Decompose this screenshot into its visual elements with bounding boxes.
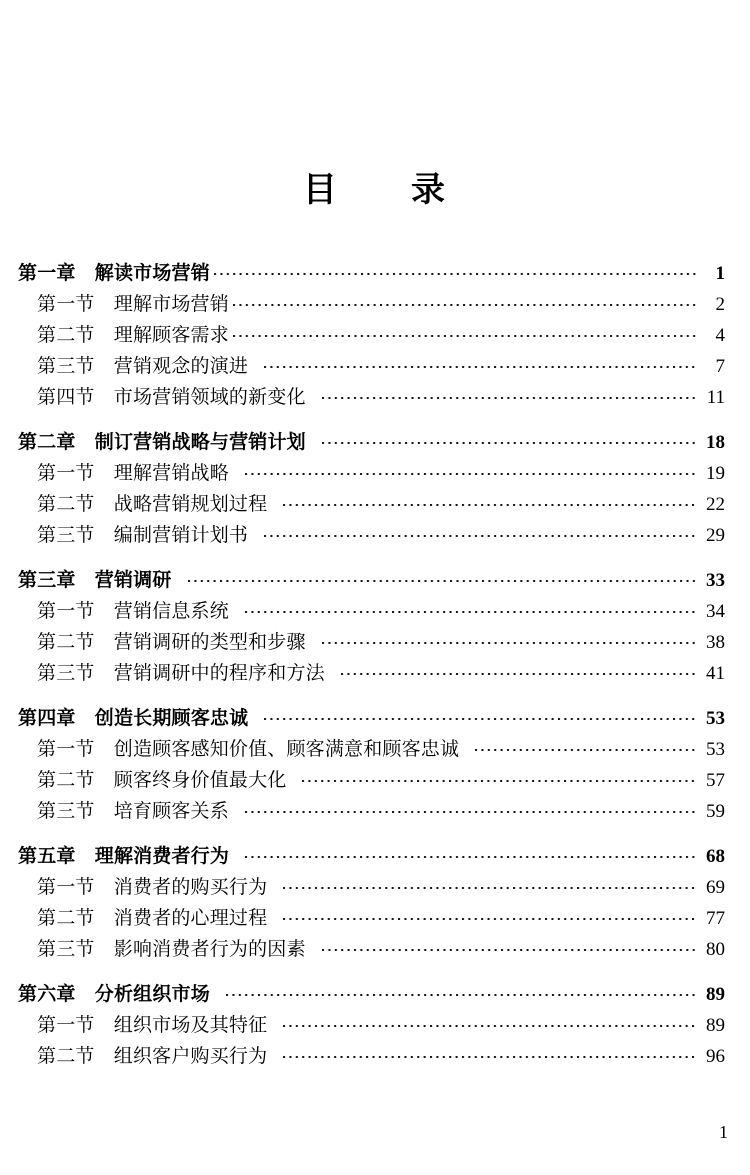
toc-page-number: 59 — [706, 801, 725, 822]
toc-section-entry[interactable] — [0, 596, 750, 627]
toc-chapter-entry[interactable] — [0, 979, 750, 1010]
toc-section-entry[interactable] — [0, 382, 750, 413]
dot-leader — [214, 260, 697, 279]
toc-section-entry[interactable] — [0, 289, 750, 320]
dot-leader — [188, 567, 697, 586]
toc-section-label: 第二节 组织客户购买行为 — [37, 1046, 268, 1067]
toc-section-entry[interactable] — [0, 796, 750, 827]
toc-page-number: 38 — [706, 632, 725, 653]
dot-leader — [264, 522, 697, 541]
toc-section-label: 第三节 营销观念的演进 — [37, 356, 249, 377]
toc-page-number: 4 — [715, 325, 725, 346]
toc-section-label: 第二节 理解顾客需求 — [37, 325, 229, 346]
toc-chapter-label: 第三章 营销调研 — [18, 570, 172, 591]
dot-leader — [233, 322, 697, 341]
toc-chapter-block — [0, 979, 750, 1072]
toc-chapter-label: 第四章 创造长期顾客忠诚 — [18, 708, 249, 729]
dot-leader — [475, 736, 697, 755]
toc-page-number: 96 — [706, 1046, 725, 1067]
toc-page-number: 19 — [706, 463, 725, 484]
toc-section-label: 第四节 市场营销领域的新变化 — [37, 387, 306, 408]
toc-section-entry[interactable] — [0, 351, 750, 382]
toc-page-number: 69 — [706, 877, 725, 898]
dot-leader — [233, 291, 697, 310]
toc-section-label: 第一节 理解市场营销 — [37, 294, 229, 315]
toc-section-label: 第三节 影响消费者行为的因素 — [37, 939, 306, 960]
toc-page-number: 80 — [706, 939, 725, 960]
dot-leader — [322, 936, 697, 955]
toc-chapter-entry[interactable] — [0, 258, 750, 289]
toc-page-number: 77 — [706, 908, 725, 929]
dot-leader — [283, 874, 697, 893]
dot-leader — [341, 660, 697, 679]
toc-section-entry[interactable] — [0, 1010, 750, 1041]
toc-section-label: 第二节 顾客终身价值最大化 — [37, 770, 287, 791]
toc-page-number: 53 — [706, 739, 725, 760]
toc-section-entry[interactable] — [0, 872, 750, 903]
dot-leader — [322, 429, 697, 448]
toc-section-entry[interactable] — [0, 658, 750, 689]
toc-section-label: 第二节 消费者的心理过程 — [37, 908, 268, 929]
toc-section-entry[interactable] — [0, 765, 750, 796]
toc-section-entry[interactable] — [0, 520, 750, 551]
toc-section-entry[interactable] — [0, 903, 750, 934]
page-title: 目 录 — [302, 172, 448, 209]
toc-page-number: 68 — [706, 846, 725, 867]
toc-page-number: 1 — [715, 263, 725, 284]
toc-page-number: 34 — [706, 601, 725, 622]
toc-chapter-label: 第一章 解读市场营销 — [18, 263, 210, 284]
dot-leader — [283, 905, 697, 924]
toc-page-number: 11 — [706, 387, 725, 408]
toc-section-label: 第二节 营销调研的类型和步骤 — [37, 632, 306, 653]
toc-section-label: 第二节 战略营销规划过程 — [37, 494, 268, 515]
dot-leader — [264, 705, 697, 724]
toc-section-entry[interactable] — [0, 627, 750, 658]
toc-chapter-block — [0, 565, 750, 689]
toc-chapter-label: 第二章 制订营销战略与营销计划 — [18, 432, 306, 453]
toc-section-label: 第一节 营销信息系统 — [37, 601, 229, 622]
toc-chapter-entry[interactable] — [0, 565, 750, 596]
toc-chapter-block — [0, 841, 750, 965]
toc-section-label: 第三节 编制营销计划书 — [37, 525, 249, 546]
toc-chapter-entry[interactable] — [0, 841, 750, 872]
toc-page-number: 89 — [706, 984, 725, 1005]
toc-section-label: 第一节 创造顾客感知价值、顾客满意和顾客忠诚 — [37, 739, 460, 760]
dot-leader — [283, 491, 697, 510]
toc-page-number: 2 — [715, 294, 725, 315]
toc-chapter-block — [0, 703, 750, 827]
page-number-folio: 1 — [719, 1122, 728, 1142]
dot-leader — [226, 981, 697, 1000]
toc-page-number: 22 — [706, 494, 725, 515]
dot-leader — [245, 598, 697, 617]
toc-section-entry[interactable] — [0, 458, 750, 489]
dot-leader — [245, 798, 697, 817]
dot-leader — [245, 843, 697, 862]
toc-section-label: 第一节 组织市场及其特征 — [37, 1015, 268, 1036]
toc-page-number: 33 — [706, 570, 725, 591]
toc-page-number: 7 — [715, 356, 725, 377]
toc-page-number: 29 — [706, 525, 725, 546]
toc-page-number: 41 — [706, 663, 725, 684]
toc-chapter-label: 第六章 分析组织市场 — [18, 984, 210, 1005]
toc-section-label: 第三节 营销调研中的程序和方法 — [37, 663, 325, 684]
dot-leader — [302, 767, 697, 786]
dot-leader — [283, 1043, 697, 1062]
toc-page-number: 89 — [706, 1015, 725, 1036]
toc-chapter-entry[interactable] — [0, 427, 750, 458]
toc-section-entry[interactable] — [0, 489, 750, 520]
toc-chapter-block — [0, 427, 750, 551]
toc-page-number: 53 — [706, 708, 725, 729]
toc-section-entry[interactable] — [0, 934, 750, 965]
toc-section-entry[interactable] — [0, 1041, 750, 1072]
toc-chapter-block — [0, 258, 750, 413]
toc-list — [0, 258, 750, 1072]
toc-page-number: 57 — [706, 770, 725, 791]
toc-section-label: 第一节 消费者的购买行为 — [37, 877, 268, 898]
dot-leader — [283, 1012, 697, 1031]
dot-leader — [264, 353, 697, 372]
dot-leader — [322, 629, 697, 648]
toc-section-label: 第一节 理解营销战略 — [37, 463, 229, 484]
dot-leader — [245, 460, 697, 479]
toc-section-entry[interactable] — [0, 320, 750, 351]
toc-section-label: 第三节 培育顾客关系 — [37, 801, 229, 822]
dot-leader — [322, 384, 697, 403]
toc-chapter-entry[interactable] — [0, 703, 750, 734]
toc-chapter-label: 第五章 理解消费者行为 — [18, 846, 230, 867]
toc-section-entry[interactable] — [0, 734, 750, 765]
toc-page-number: 18 — [706, 432, 725, 453]
